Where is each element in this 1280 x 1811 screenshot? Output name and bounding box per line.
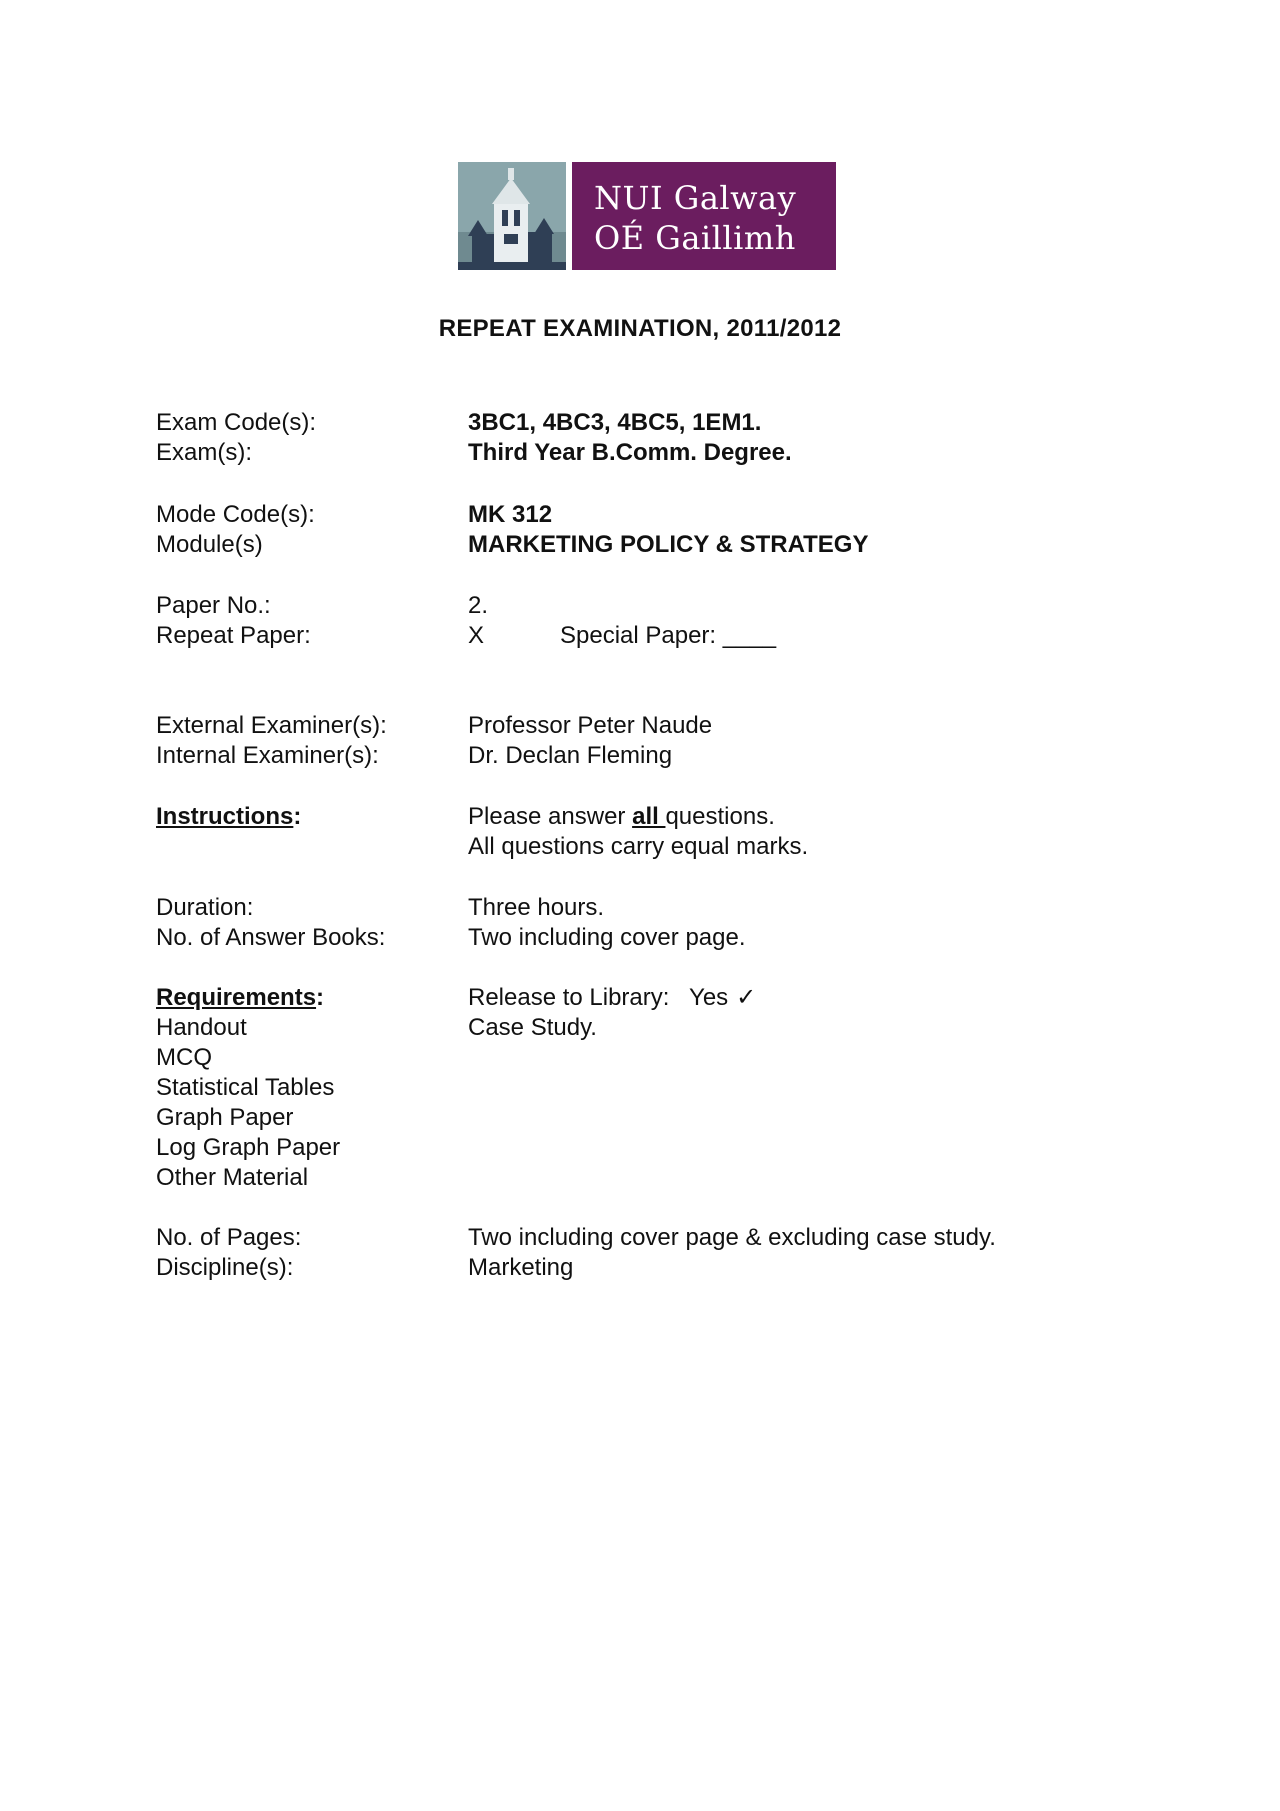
requirement-item: Statistical Tables: [156, 1074, 335, 1101]
requirement-item: MCQ: [156, 1044, 212, 1071]
requirements-label: Requirements:: [156, 984, 325, 1011]
exams-value: Third Year B.Comm. Degree.: [468, 439, 792, 466]
instructions-line-2: All questions carry equal marks.: [468, 833, 809, 860]
duration-label: Duration:: [156, 894, 254, 921]
answer-books-value: Two including cover page.: [468, 924, 746, 951]
exams-label: Exam(s):: [156, 439, 252, 466]
pages-value: Two including cover page & excluding case study.: [468, 1224, 996, 1251]
special-paper-value: ____: [722, 622, 777, 649]
requirement-item: Log Graph Paper: [156, 1134, 341, 1161]
release-label: Release to Library:: [468, 984, 670, 1011]
mode-codes-value: MK 312: [468, 501, 553, 528]
case-study: Case Study.: [468, 1014, 597, 1041]
repeat-paper-value: X: [468, 622, 485, 649]
modules-value: MARKETING POLICY & STRATEGY: [468, 531, 869, 558]
paper-no-label: Paper No.:: [156, 592, 271, 619]
internal-examiners-value: Dr. Declan Fleming: [468, 742, 673, 769]
special-paper: [560, 621, 776, 651]
external-examiners-label: External Examiner(s):: [156, 712, 387, 739]
internal-examiners-label: Internal Examiner(s):: [156, 742, 379, 769]
requirement-item: Graph Paper: [156, 1104, 294, 1131]
mode-codes-label: Mode Code(s):: [156, 501, 315, 528]
exam-title: REPEAT EXAMINATION, 2011/2012: [438, 315, 842, 342]
pages-label: No. of Pages:: [156, 1224, 302, 1251]
exam-codes-label: Exam Code(s):: [156, 409, 317, 436]
answer-books-label: No. of Answer Books:: [156, 924, 386, 951]
special-paper-label: Special Paper:: [560, 622, 717, 649]
disciplines-label: Discipline(s):: [156, 1254, 294, 1281]
university-crest-icon: [458, 162, 566, 270]
external-examiners-value: Professor Peter Naude: [468, 712, 713, 739]
university-logo: [458, 162, 836, 270]
duration-value: Three hours.: [468, 894, 605, 921]
paper-no-value: 2.: [468, 592, 489, 619]
release-value: Yes: [689, 984, 729, 1011]
modules-label: Module(s): [156, 531, 263, 558]
instructions-emphasis: all: [632, 803, 666, 830]
university-wordmark: [572, 162, 836, 270]
requirement-item: Other Material: [156, 1164, 309, 1191]
disciplines-value: Marketing: [468, 1254, 574, 1281]
university-name-english: NUI Galway: [594, 179, 797, 217]
instructions-label: Instructions:: [156, 803, 302, 830]
instructions-line-1: Please answer all questions.: [468, 803, 775, 830]
exam-codes-value: 3BC1, 4BC3, 4BC5, 1EM1.: [468, 409, 762, 436]
release-to-library: [468, 983, 756, 1013]
checkmark-icon: ✓: [736, 984, 757, 1011]
repeat-paper-label: Repeat Paper:: [156, 622, 311, 649]
requirement-item: Handout: [156, 1014, 247, 1041]
university-name-irish: OÉ Gaillimh: [594, 219, 796, 257]
